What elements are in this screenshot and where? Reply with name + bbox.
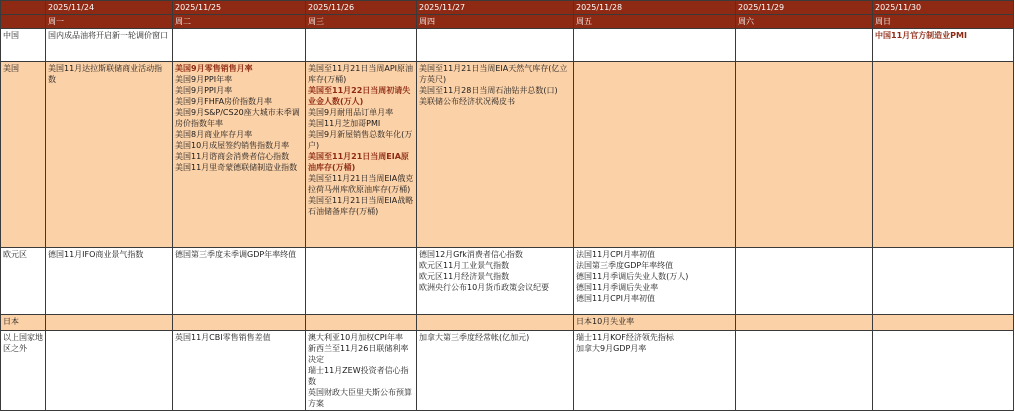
event-item: 瑞士11月ZEW投资者信心指数 — [308, 366, 409, 386]
event-cell — [46, 331, 173, 411]
event-cell — [873, 248, 1014, 315]
weekday-header: 周五 — [574, 15, 736, 29]
event-item: 日本10月失业率 — [576, 317, 635, 326]
region-row-eurozone — [1, 248, 1014, 315]
event-item: 美国9月PPI月率 — [175, 86, 233, 95]
region-row-china — [1, 29, 1014, 62]
event-item: 美国9月零售销售月率 — [175, 64, 253, 73]
event-cell — [306, 29, 417, 62]
event-item: 欧洲央行公布10月货币政策会议纪要 — [419, 283, 550, 292]
event-cell — [873, 331, 1014, 411]
event-cell — [417, 248, 574, 315]
event-cell — [46, 248, 173, 315]
event-cell — [417, 62, 574, 248]
event-item: 美国9月耐用品订单月率 — [308, 108, 394, 117]
event-cell — [417, 315, 574, 331]
event-cell — [574, 29, 736, 62]
event-cell — [46, 315, 173, 331]
event-item: 美国10月成屋签约销售指数月率 — [175, 141, 290, 150]
event-item: 加拿大第三季度经常帐(亿加元) — [419, 333, 530, 342]
event-cell — [173, 29, 306, 62]
event-item: 美国至11月21日当周API原油库存(万桶) — [308, 64, 414, 84]
event-cell — [736, 248, 873, 315]
event-item: 德国11月季调后失业率 — [576, 283, 659, 292]
event-item: 国内成品油将开启新一轮调价窗口 — [48, 31, 168, 40]
weekday-header-row — [1, 15, 1014, 29]
event-cell — [417, 331, 574, 411]
date-header: 2025/11/29 — [736, 1, 873, 15]
event-cell — [873, 315, 1014, 331]
event-item: 美国9月新屋销售总数年化(万户) — [308, 130, 413, 150]
weekday-header: 周一 — [46, 15, 173, 29]
date-header-row — [1, 1, 1014, 15]
weekday-header: 周三 — [306, 15, 417, 29]
event-item: 新西兰至11月26日联储利率决定 — [308, 344, 409, 364]
header-corner — [1, 15, 46, 29]
region-row-other — [1, 331, 1014, 411]
event-item: 瑞士11月KOF经济领先指标 — [576, 333, 674, 342]
event-cell — [574, 62, 736, 248]
weekday-header: 周二 — [173, 15, 306, 29]
region-label: 欧元区 — [1, 248, 46, 315]
event-item: 美国至11月21日当周EIA战略石油储备库存(万桶) — [308, 196, 414, 216]
region-row-japan — [1, 315, 1014, 331]
weekday-header: 周四 — [417, 15, 574, 29]
date-header: 2025/11/27 — [417, 1, 574, 15]
event-cell — [306, 248, 417, 315]
event-item: 欧元区11月工业景气指数 — [419, 261, 510, 270]
event-cell — [736, 29, 873, 62]
event-item: 德国第三季度未季调GDP年率终值 — [175, 250, 297, 259]
event-item: 中国11月官方制造业PMI — [875, 31, 967, 40]
event-cell — [46, 29, 173, 62]
event-cell — [873, 29, 1014, 62]
event-cell — [736, 62, 873, 248]
event-item: 美国11月里奇蒙德联储制造业指数 — [175, 163, 298, 172]
calendar-body — [1, 29, 1014, 411]
event-cell — [173, 62, 306, 248]
date-header: 2025/11/26 — [306, 1, 417, 15]
event-item: 美国至11月21日当周EIA原油库存(万桶) — [308, 152, 409, 172]
event-item: 美国8月商业库存月率 — [175, 130, 253, 139]
region-label: 中国 — [1, 29, 46, 62]
region-label: 美国 — [1, 62, 46, 248]
event-item: 德国11月IFO商业景气指数 — [48, 250, 144, 259]
event-item: 美联储公布经济状况褐皮书 — [419, 97, 515, 106]
event-cell — [873, 62, 1014, 248]
event-cell — [173, 315, 306, 331]
event-cell — [574, 315, 736, 331]
event-item: 美国9月PPI年率 — [175, 75, 233, 84]
event-cell — [306, 331, 417, 411]
event-cell — [574, 331, 736, 411]
weekday-header: 周日 — [873, 15, 1014, 29]
weekday-header: 周六 — [736, 15, 873, 29]
event-item: 法国第三季度GDP年率终值 — [576, 261, 674, 270]
date-header: 2025/11/30 — [873, 1, 1014, 15]
event-item: 德国12月Gfk消费者信心指数 — [419, 250, 523, 259]
event-item: 美国11月芝加哥PMI — [308, 119, 381, 128]
event-cell — [46, 62, 173, 248]
event-cell — [306, 62, 417, 248]
event-cell — [173, 248, 306, 315]
event-cell — [306, 315, 417, 331]
event-cell — [736, 331, 873, 411]
event-cell — [173, 331, 306, 411]
event-item: 美国11月谘商会消费者信心指数 — [175, 152, 290, 161]
event-item: 英国11月CBI零售销售差值 — [175, 333, 271, 342]
event-item: 英国财政大臣里夫斯公布预算方案 — [308, 388, 412, 408]
event-item: 美国9月S&P/CS20座大城市未季调房价指数年率 — [175, 108, 300, 128]
event-item: 美国至11月28日当周石油钻井总数(口) — [419, 86, 558, 95]
region-row-us — [1, 62, 1014, 248]
event-item: 美国11月达拉斯联储商业活动指数 — [48, 64, 163, 84]
region-label: 日本 — [1, 315, 46, 331]
event-item: 德国11月CPI月率初值 — [576, 294, 655, 303]
event-item: 美国9月FHFA房价指数月率 — [175, 97, 273, 106]
event-item: 美国至11月22日当周初请失业金人数(万人) — [308, 86, 411, 106]
region-label: 以上国家地区之外 — [1, 331, 46, 411]
event-item: 欧元区11月经济景气指数 — [419, 272, 510, 281]
event-cell — [736, 315, 873, 331]
header-corner — [1, 1, 46, 15]
event-item: 澳大利亚10月加权CPI年率 — [308, 333, 403, 342]
event-item: 加拿大9月GDP月率 — [576, 344, 647, 353]
event-item: 美国至11月21日当周EIA天然气库存(亿立方英尺) — [419, 64, 568, 84]
event-item: 法国11月CPI月率初值 — [576, 250, 655, 259]
event-item: 美国至11月21日当周EIA俄克拉荷马州库欣原油库存(万桶) — [308, 174, 414, 194]
event-cell — [574, 248, 736, 315]
date-header: 2025/11/24 — [46, 1, 173, 15]
event-item: 德国11月季调后失业人数(万人) — [576, 272, 689, 281]
date-header: 2025/11/25 — [173, 1, 306, 15]
event-cell — [417, 29, 574, 62]
date-header: 2025/11/28 — [574, 1, 736, 15]
